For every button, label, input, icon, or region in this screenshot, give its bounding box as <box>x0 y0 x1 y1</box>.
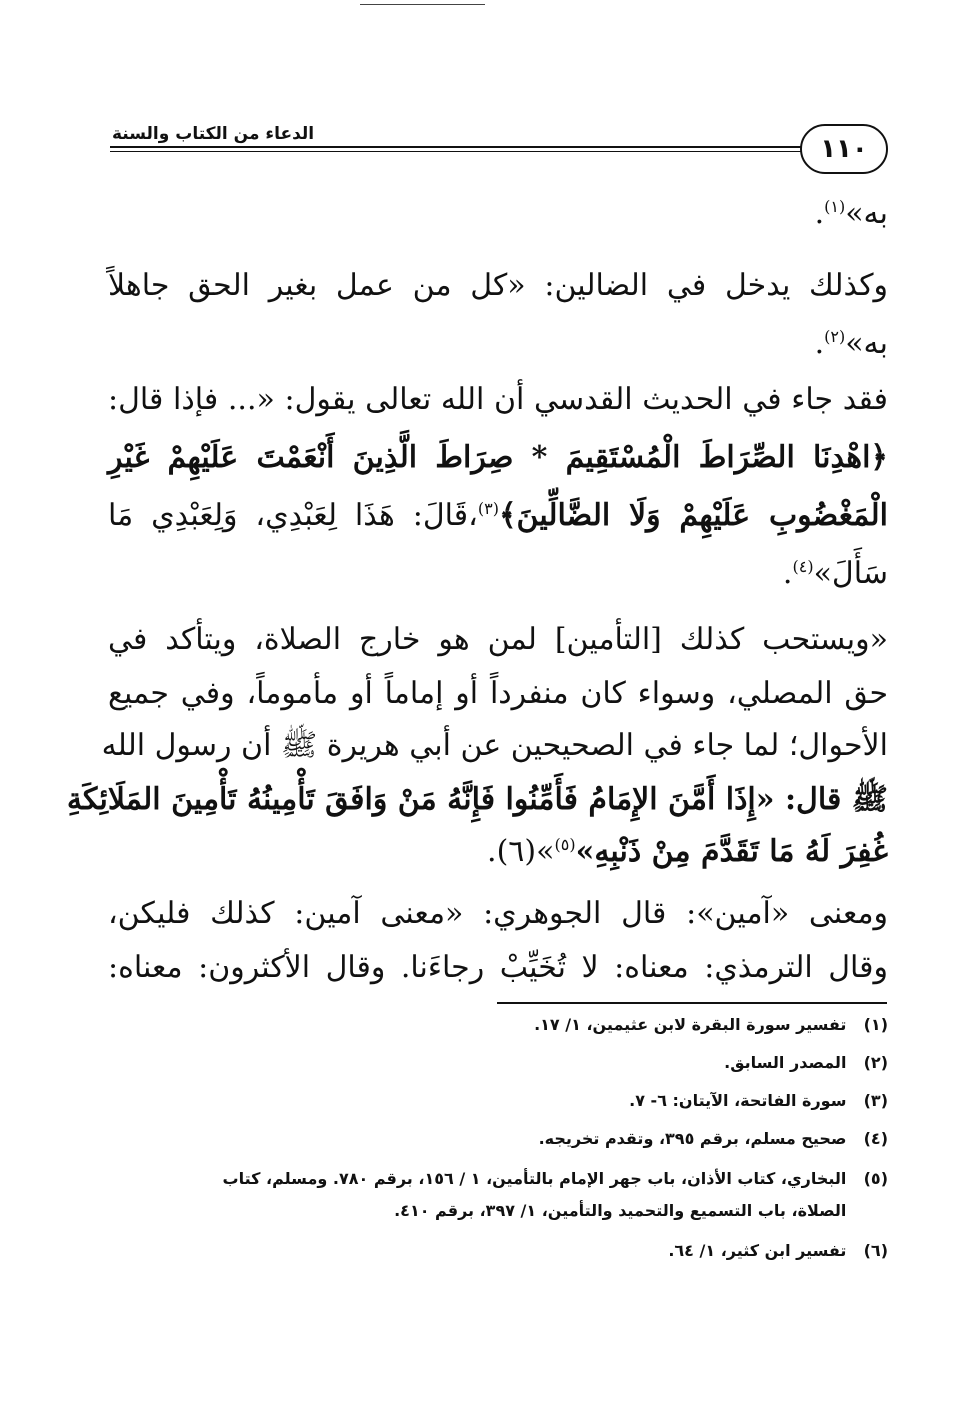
page-number-badge: ١١٠ <box>800 124 888 174</box>
footnote: (٤) صحيح مسلم، برقم ٣٩٥، وتقدم تخريجه. <box>538 1129 888 1148</box>
body-line: الأحوال؛ لما جاء في الصحيحين عن أبي هريرة ﷺ أن رسول الله <box>101 728 888 763</box>
body-line: ومعنى «آمين»: قال الجوهري: «معنى آمين: كذلك فليكن، <box>108 896 889 931</box>
running-header-title: الدعاء من الكتاب والسنة <box>112 124 315 144</box>
body-line: «ويستحب كذلك [التأمين] لمن هو خارج الصلاة، ويتأكد في <box>108 622 888 657</box>
header-rule-thin <box>110 151 810 152</box>
quran-line: الْمَغْضُوبِ عَلَيْهِمْ وَلَا الضَّالِّينَ﴾$^{(٣)}$،قَالَ: هَذَا لِعَبْدِي، وَلِعَبْدِي مَا <box>108 498 888 533</box>
footnote-continuation: الصلاة، باب التسميع والتحميد والتأمين، ١/ ٣٩٧، برقم ٤١٠. <box>394 1201 847 1220</box>
body-line: وكذلك يدخل في الضالين: «كل من عمل بغير الحق جاهلاً <box>108 268 888 303</box>
footnote: (٦) تفسير ابن كثير، ١/ ٦٤. <box>668 1241 888 1260</box>
body-line: وقال الترمذي: معناه: لا تُخَيِّبْ رجاءَنا. وقال الأكثرون: معناه: <box>108 950 888 985</box>
footnote: (٢) المصدر السابق. <box>724 1053 888 1072</box>
body-line: سَأَلَ»$^{(٤)}$. <box>782 556 888 591</box>
top-rule <box>360 4 485 5</box>
footnote: (٥) البخاري، كتاب الأذان، باب جهر الإمام بالتأمين، ١ / ١٥٦، برقم ٧٨٠. ومسلم، كتاب <box>222 1169 888 1188</box>
footnote-separator <box>497 1002 887 1004</box>
body-line: به»$^{(١)}$. <box>814 196 888 231</box>
header-rule <box>110 146 810 148</box>
body-line: فقد جاء في الحديث القدسي أن الله تعالى يقول: «... فإذا قال: <box>108 382 888 417</box>
hadith-line: غُفِرَ لَهُ مَا تَقَدَّمَ مِنْ ذَنْبِهِ»$^{(٥)}$»(٦). <box>487 834 888 869</box>
quran-line: ﴿اهْدِنَا الصِّرَاطَ الْمُسْتَقِيمَ * صِرَاطَ الَّذِينَ أَنْعَمْتَ عَلَيْهِمْ غَيْرِ <box>108 440 888 475</box>
footnote: (٣) سورة الفاتحة، الآيتان: ٦- ٧. <box>629 1091 888 1110</box>
body-line: به»$^{(٢)}$. <box>814 326 888 361</box>
footnote: (١) تفسير سورة البقرة لابن عثيمين، ١/ ١٧. <box>534 1015 888 1034</box>
hadith-line: ﷺ قال: «إِذَا أَمَّنَ الإِمَامُ فَأَمِّنُوا فَإِنَّهُ مَنْ وَافَقَ تَأْمِينُهُ تَأْمِينَ المَلَائِكَةِ <box>66 782 888 817</box>
body-line: حق المصلي، وسواء كان منفرداً أو إماماً أو مأموماً، وفي جميع <box>108 676 888 711</box>
